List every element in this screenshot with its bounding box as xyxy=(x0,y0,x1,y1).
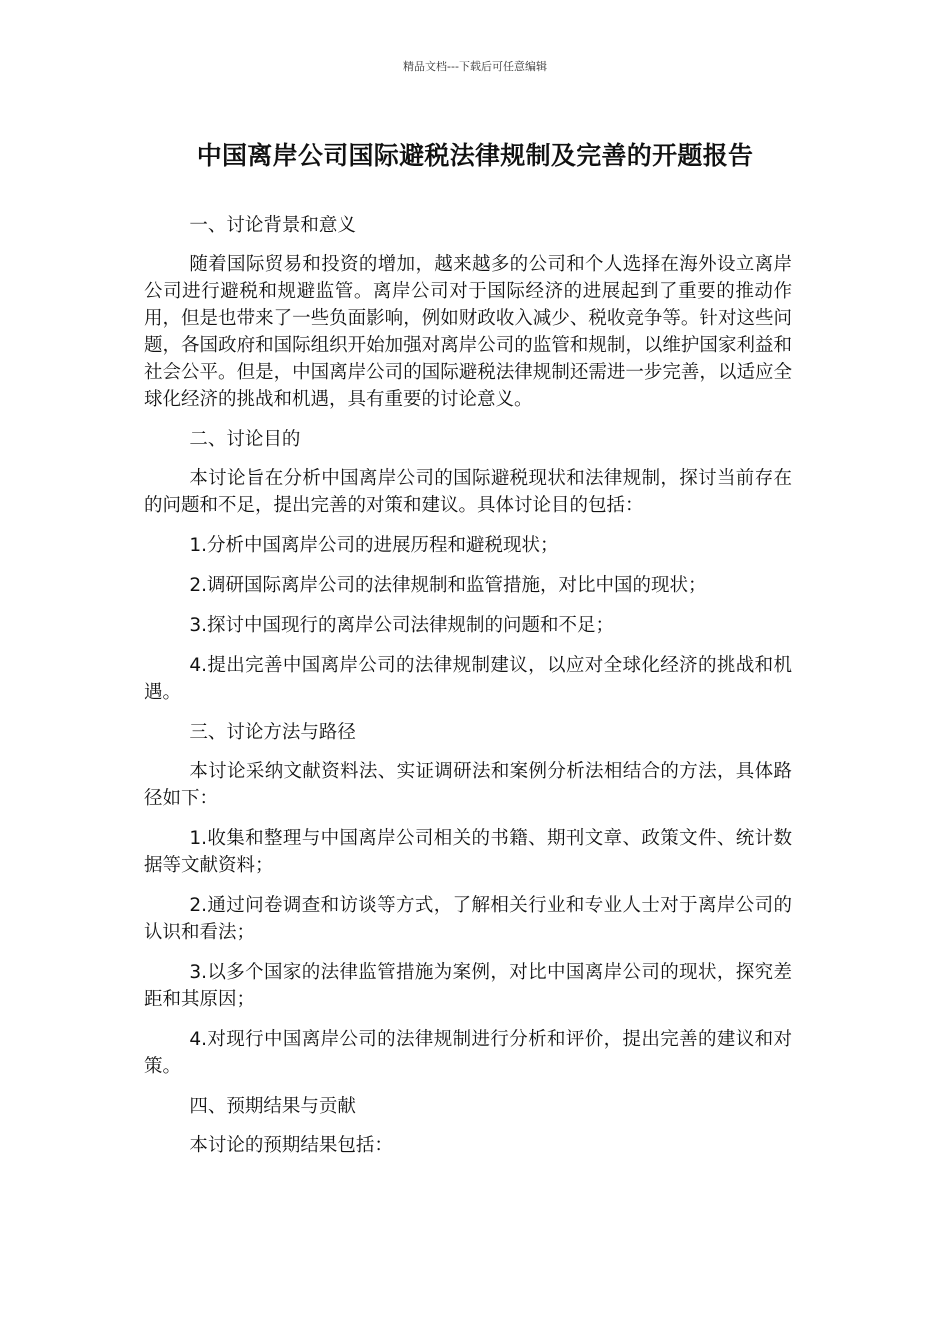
section-heading-method: 三、讨论方法与路径 xyxy=(189,722,356,743)
paragraph-method: 本讨论采纳文献资料法、实证调研法和案例分析法相结合的方法，具体路径如下： xyxy=(144,761,792,809)
document-body xyxy=(144,212,792,1172)
list-item-method-4: 4.对现行中国离岸公司的法律规制进行分析和评价，提出完善的建议和对策。 xyxy=(144,1029,792,1077)
list-item-purpose-3: 3.探讨中国现行的离岸公司法律规制的问题和不足； xyxy=(189,615,614,636)
list-item-purpose-1: 1.分析中国离岸公司的进展历程和避税现状； xyxy=(189,535,559,556)
list-item-method-2: 2.通过问卷调查和访谈等方式，了解相关行业和专业人士对于离岸公司的认识和看法； xyxy=(144,895,792,943)
document-title: 中国离岸公司国际避税法律规制及完善的开题报告 xyxy=(196,141,754,170)
list-item-method-1: 1.收集和整理与中国离岸公司相关的书籍、期刊文章、政策文件、统计数据等文献资料； xyxy=(144,828,792,876)
list-item-purpose-4: 4.提出完善中国离岸公司的法律规制建议，以应对全球化经济的挑战和机遇。 xyxy=(144,655,792,703)
paragraph-results: 本讨论的预期结果包括： xyxy=(189,1135,393,1156)
page-header: 精品文档---下载后可任意编辑 xyxy=(403,60,547,73)
paragraph-background: 随着国际贸易和投资的增加，越来越多的公司和个人选择在海外设立离岸公司进行避税和规避监管。离岸公司对于国际经济的进展起到了重要的推动作用，但是也带来了一些负面影响，例如财政收入减少、税收竞争等。针对这些问题，各国政府和国际组织开始加强对离岸公司的监管和规制，以维护国家利益和社会公平。但是，中国离岸公司的国际避税法律规制还需进一步完善，以适应全球化经济的挑战和机遇，具有重要的讨论意义。 xyxy=(144,254,792,410)
list-item-purpose-2: 2.调研国际离岸公司的法律规制和监管措施，对比中国的现状； xyxy=(189,575,707,596)
section-heading-results: 四、预期结果与贡献 xyxy=(189,1096,356,1117)
section-heading-purpose: 二、讨论目的 xyxy=(189,429,301,450)
list-item-method-3: 3.以多个国家的法律监管措施为案例，对比中国离岸公司的现状，探究差距和其原因； xyxy=(144,962,792,1010)
section-heading-background: 一、讨论背景和意义 xyxy=(189,215,356,236)
paragraph-purpose: 本讨论旨在分析中国离岸公司的国际避税现状和法律规制，探讨当前存在的问题和不足，提出完善的对策和建议。具体讨论目的包括： xyxy=(144,468,792,516)
